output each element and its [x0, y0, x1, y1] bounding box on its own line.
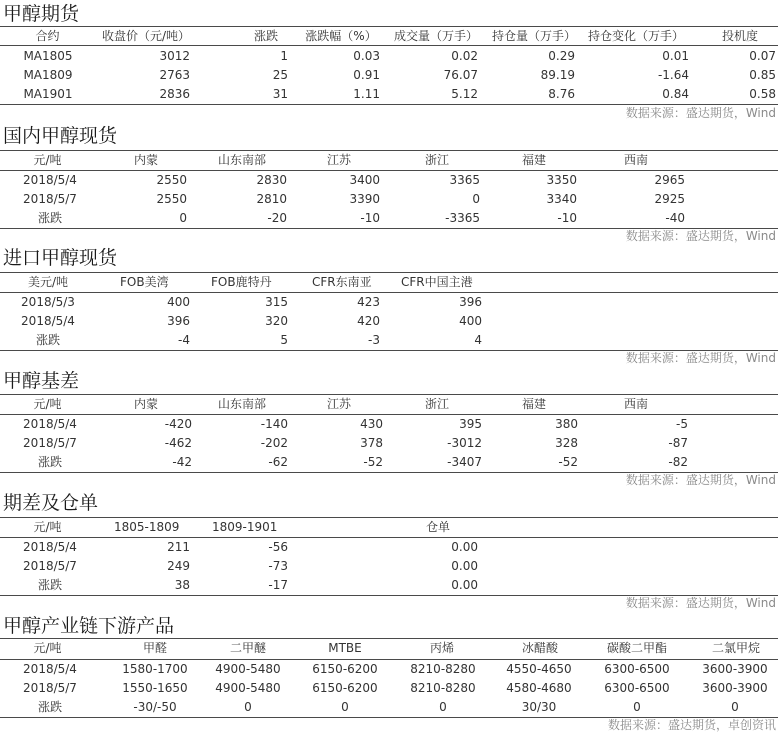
header-rule — [0, 45, 778, 46]
table-cell: 6150-6200 — [312, 662, 378, 676]
data-source-note: 数据来源：盛达期货，Wind — [625, 106, 776, 120]
table-cell: 4550-4650 — [506, 662, 572, 676]
column-header: 福建 — [522, 397, 547, 411]
table-cell: -202 — [260, 436, 288, 450]
table-cell: 0.03 — [353, 49, 380, 63]
table-cell: 0 — [179, 211, 187, 225]
table-cell: 320 — [265, 314, 288, 328]
column-header: 1805-1809 — [114, 520, 180, 534]
table-cell: 2018/5/4 — [23, 540, 77, 554]
table-cell: 2018/5/7 — [23, 559, 77, 573]
table-cell: 6300-6500 — [604, 662, 670, 676]
section-title: 甲醇产业链下游产品 — [3, 615, 175, 637]
table-cell: 2018/5/4 — [23, 662, 77, 676]
column-header: 涨跌 — [253, 29, 278, 43]
table-cell: 2018/5/4 — [23, 173, 77, 187]
table-cell: 430 — [360, 417, 383, 431]
table-cell: 涨跌 — [37, 455, 62, 469]
table-cell: 0 — [472, 192, 480, 206]
table-cell: -3 — [368, 333, 380, 347]
table-cell: -10 — [360, 211, 380, 225]
table-cell: 5.12 — [451, 87, 478, 101]
column-header: MTBE — [328, 641, 362, 655]
column-header: 合约 — [35, 29, 60, 43]
column-header: 内蒙 — [134, 397, 159, 411]
table-cell: -40 — [665, 211, 685, 225]
table-cell: 0.00 — [451, 578, 478, 592]
table-cell: 328 — [555, 436, 578, 450]
column-header: 山东南部 — [218, 397, 267, 411]
table-cell: -87 — [668, 436, 688, 450]
table-cell: 2763 — [159, 68, 190, 82]
column-header: 二甲醚 — [229, 641, 266, 655]
header-rule — [0, 292, 778, 293]
table-cell: 2018/5/7 — [23, 192, 77, 206]
column-header: 江苏 — [327, 397, 352, 411]
table-cell: -30/-50 — [133, 700, 177, 714]
table-cell: MA1901 — [23, 87, 73, 101]
table-cell: 423 — [357, 295, 380, 309]
table-cell: 1550-1650 — [122, 681, 188, 695]
table-cell: 396 — [459, 295, 482, 309]
column-header: 元/吨 — [33, 641, 62, 655]
table-cell: 3600-3900 — [702, 681, 768, 695]
column-header: 收盘价（元/吨） — [101, 29, 191, 43]
table-cell: 0.00 — [451, 540, 478, 554]
table-cell: 0 — [633, 700, 641, 714]
table-cell: 420 — [357, 314, 380, 328]
table-cell: 0 — [341, 700, 349, 714]
table-cell: 396 — [167, 314, 190, 328]
table-cell: -462 — [164, 436, 192, 450]
table-cell: 2018/5/7 — [23, 681, 77, 695]
table-cell: 1580-1700 — [122, 662, 188, 676]
table-cell: -56 — [268, 540, 288, 554]
column-header: CFR东南亚 — [312, 275, 372, 289]
table-cell: 2550 — [156, 192, 187, 206]
table-cell: 0.29 — [548, 49, 575, 63]
table-cell: -1.64 — [657, 68, 689, 82]
column-header: 成交量（万手） — [393, 29, 478, 43]
table-cell: -42 — [172, 455, 192, 469]
column-header: FOB鹿特丹 — [211, 275, 272, 289]
table-cell: 涨跌 — [37, 211, 62, 225]
table-cell: 3340 — [546, 192, 577, 206]
section-import-spot — [0, 247, 782, 367]
section-title: 进口甲醇现货 — [3, 247, 118, 269]
table-cell: -5 — [676, 417, 688, 431]
table-cell: 8210-8280 — [410, 681, 476, 695]
column-header: 美元/吨 — [27, 275, 69, 289]
table-cell: 3400 — [349, 173, 380, 187]
table-bottom-rule — [0, 104, 778, 105]
table-cell: 0.85 — [749, 68, 776, 82]
table-cell: 400 — [167, 295, 190, 309]
data-source-note: 数据来源：盛达期货，Wind — [625, 473, 776, 487]
table-cell: 0.02 — [451, 49, 478, 63]
table-cell: 2965 — [654, 173, 685, 187]
section-title: 甲醇期货 — [3, 3, 80, 25]
column-header: 持仓变化（万手） — [587, 29, 684, 43]
table-cell: 3350 — [546, 173, 577, 187]
table-top-rule — [0, 150, 778, 151]
data-source-note: 数据来源：盛达期货，Wind — [625, 351, 776, 365]
table-cell: 4580-4680 — [506, 681, 572, 695]
column-header: 西南 — [624, 153, 649, 167]
header-rule — [0, 659, 778, 660]
table-cell: 2018/5/7 — [23, 436, 77, 450]
table-cell: -3012 — [447, 436, 482, 450]
table-cell: -3365 — [445, 211, 480, 225]
data-source-note: 数据来源：盛达期货，Wind — [625, 229, 776, 243]
table-top-rule — [0, 638, 778, 639]
column-header: 内蒙 — [134, 153, 159, 167]
section-basis — [0, 370, 782, 490]
table-cell: 8210-8280 — [410, 662, 476, 676]
table-cell: 30/30 — [521, 700, 557, 714]
table-cell: 2018/5/3 — [21, 295, 75, 309]
table-cell: 涨跌 — [37, 700, 62, 714]
table-cell: 25 — [272, 68, 288, 82]
table-top-rule — [0, 394, 778, 395]
table-cell: 6150-6200 — [312, 681, 378, 695]
column-header: 丙烯 — [429, 641, 454, 655]
table-cell: 涨跌 — [35, 333, 60, 347]
table-cell: 0.00 — [451, 559, 478, 573]
column-header: 冰醋酸 — [521, 641, 558, 655]
table-cell: 6300-6500 — [604, 681, 670, 695]
table-cell: -140 — [260, 417, 288, 431]
data-source-note: 数据来源：盛达期货，卓创资讯 — [607, 718, 776, 732]
column-header: 仓单 — [426, 520, 451, 534]
table-cell: MA1805 — [23, 49, 73, 63]
column-header: 福建 — [522, 153, 547, 167]
table-cell: MA1809 — [23, 68, 73, 82]
table-cell: 3390 — [349, 192, 380, 206]
column-header: 元/吨 — [33, 153, 62, 167]
table-cell: 0 — [244, 700, 252, 714]
column-header: 1809-1901 — [212, 520, 278, 534]
table-cell: 2018/5/4 — [23, 417, 77, 431]
table-cell: -17 — [268, 578, 288, 592]
column-header: FOB美湾 — [120, 275, 169, 289]
table-cell: -420 — [164, 417, 192, 431]
table-top-rule — [0, 26, 778, 27]
table-cell: 0.01 — [662, 49, 689, 63]
table-cell: 0.07 — [749, 49, 776, 63]
table-cell: 4 — [474, 333, 482, 347]
table-cell: 89.19 — [540, 68, 575, 82]
table-cell: 2550 — [156, 173, 187, 187]
table-cell: 涨跌 — [37, 578, 62, 592]
section-title: 期差及仓单 — [3, 492, 99, 514]
column-header: 持仓量（万手） — [491, 29, 576, 43]
table-cell: 378 — [360, 436, 383, 450]
column-header: 涨跌幅（%） — [305, 29, 377, 43]
table-cell: 3600-3900 — [702, 662, 768, 676]
table-cell: 38 — [174, 578, 190, 592]
table-cell: 31 — [272, 87, 288, 101]
section-futures — [0, 3, 782, 121]
section-domestic-spot — [0, 125, 782, 245]
table-cell: 76.07 — [443, 68, 478, 82]
table-cell: 4900-5480 — [215, 662, 281, 676]
column-header: 元/吨 — [33, 520, 62, 534]
column-header: 投机度 — [721, 29, 758, 43]
table-cell: 0 — [439, 700, 447, 714]
section-title: 甲醇基差 — [3, 370, 80, 392]
table-cell: 1.11 — [353, 87, 380, 101]
table-cell: 2018/5/4 — [21, 314, 75, 328]
table-cell: 0.91 — [353, 68, 380, 82]
table-cell: -10 — [557, 211, 577, 225]
table-cell: 2925 — [654, 192, 685, 206]
table-cell: -73 — [268, 559, 288, 573]
table-cell: 1 — [280, 49, 288, 63]
table-cell: 400 — [459, 314, 482, 328]
header-rule — [0, 170, 778, 171]
table-cell: 3012 — [159, 49, 190, 63]
data-source-note: 数据来源：盛达期货，Wind — [625, 596, 776, 610]
column-header: 碳酸二甲酯 — [606, 641, 667, 655]
column-header: 二氯甲烷 — [711, 641, 760, 655]
table-cell: 2836 — [159, 87, 190, 101]
column-header: 西南 — [624, 397, 649, 411]
column-header: 浙江 — [425, 397, 450, 411]
column-header: CFR中国主港 — [401, 275, 473, 289]
header-rule — [0, 414, 778, 415]
column-header: 浙江 — [425, 153, 450, 167]
table-cell: 0.84 — [662, 87, 689, 101]
table-cell: -52 — [558, 455, 578, 469]
table-top-rule — [0, 517, 778, 518]
column-header: 江苏 — [327, 153, 352, 167]
table-cell: 5 — [280, 333, 288, 347]
table-cell: 0 — [731, 700, 739, 714]
header-rule — [0, 537, 778, 538]
column-header: 甲醛 — [142, 641, 167, 655]
section-spread-warrant — [0, 492, 782, 612]
table-cell: -52 — [363, 455, 383, 469]
table-cell: -20 — [267, 211, 287, 225]
section-title: 国内甲醇现货 — [3, 125, 118, 147]
table-cell: 4900-5480 — [215, 681, 281, 695]
table-cell: -4 — [178, 333, 190, 347]
table-top-rule — [0, 272, 778, 273]
table-cell: 395 — [459, 417, 482, 431]
table-cell: 380 — [555, 417, 578, 431]
column-header: 山东南部 — [218, 153, 267, 167]
table-cell: 8.76 — [548, 87, 575, 101]
table-cell: 2830 — [256, 173, 287, 187]
table-cell: -62 — [268, 455, 288, 469]
table-cell: 249 — [167, 559, 190, 573]
section-downstream — [0, 615, 782, 741]
table-cell: 3365 — [449, 173, 480, 187]
column-header: 元/吨 — [33, 397, 62, 411]
table-cell: -3407 — [447, 455, 482, 469]
table-cell: 0.58 — [749, 87, 776, 101]
table-cell: -82 — [668, 455, 688, 469]
table-cell: 315 — [265, 295, 288, 309]
table-cell: 211 — [167, 540, 190, 554]
table-cell: 2810 — [256, 192, 287, 206]
